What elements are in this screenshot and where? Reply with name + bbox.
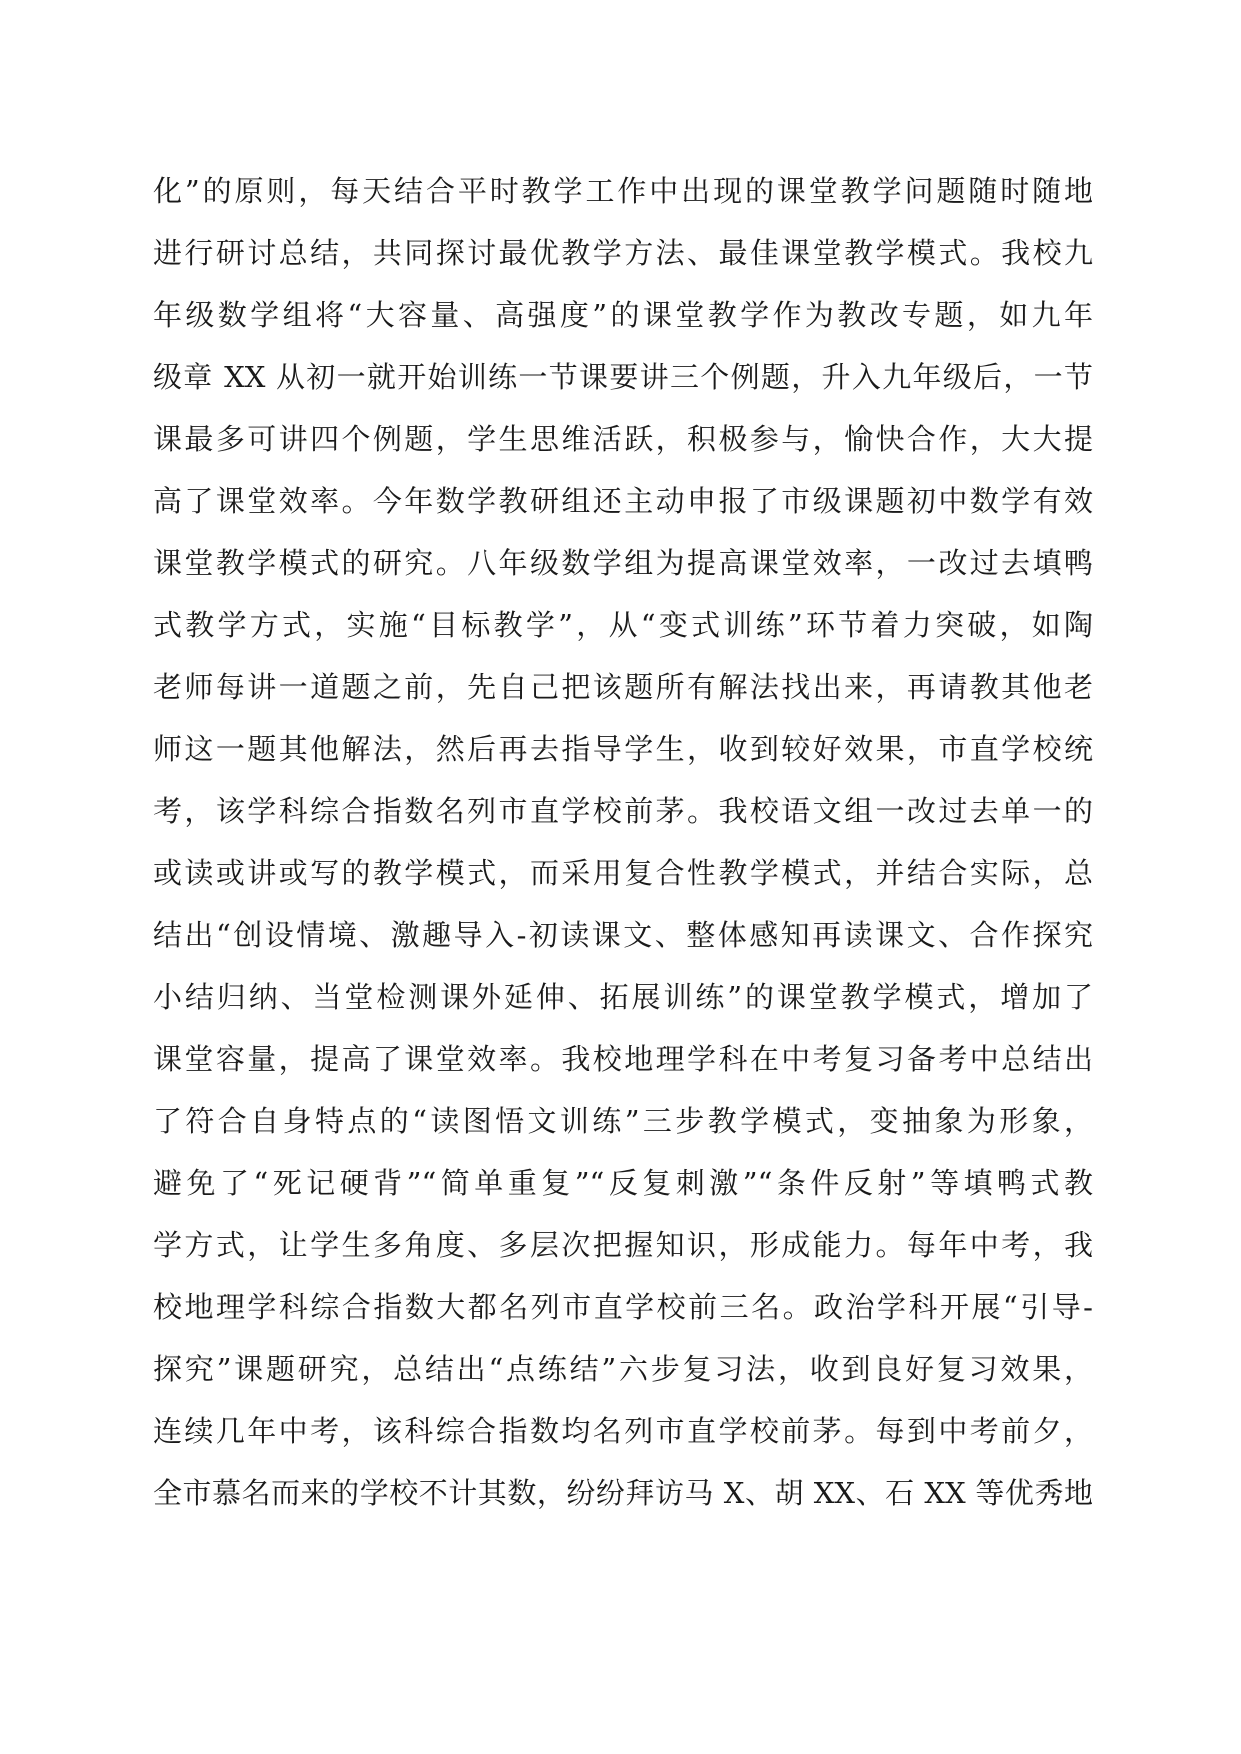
text-line: 小结归纳、当堂检测课外延伸、拓展训练”的课堂教学模式，增加了 [153,980,1093,1014]
text-line: 连续几年中考，该科综合指数均名列市直学校前茅。每到中考前夕， [153,1414,1093,1448]
text-line: 校地理学科综合指数大都名列市直学校前三名。政治学科开展“引导- [153,1290,1093,1324]
text-line: 式教学方式，实施“目标教学”，从“变式训练”环节着力突破，如陶 [153,608,1093,642]
text-line: 课最多可讲四个例题，学生思维活跃，积极参与，愉快合作，大大提 [153,422,1093,456]
text-line: 学方式，让学生多角度、多层次把握知识，形成能力。每年中考，我 [153,1228,1093,1262]
text-line: 年级数学组将“大容量、高强度”的课堂教学作为教改专题，如九年 [153,298,1093,332]
text-line: 老师每讲一道题之前，先自己把该题所有解法找出来，再请教其他老 [153,670,1093,704]
body-paragraph [153,160,1093,1524]
text-line: 考，该学科综合指数名列市直学校前茅。我校语文组一改过去单一的 [153,794,1093,828]
text-line: 课堂容量，提高了课堂效率。我校地理学科在中考复习备考中总结出 [153,1042,1093,1076]
text-line: 全市慕名而来的学校不计其数，纷纷拜访马 X、胡 XX、石 XX 等优秀地 [153,1476,1093,1510]
text-line: 进行研讨总结，共同探讨最优教学方法、最佳课堂教学模式。我校九 [153,236,1093,270]
text-line: 避免了“死记硬背”“简单重复”“反复刺激”“条件反射”等填鸭式教 [153,1166,1093,1200]
text-line: 或读或讲或写的教学模式，而采用复合性教学模式，并结合实际，总 [153,856,1093,890]
text-line: 化”的原则，每天结合平时教学工作中出现的课堂教学问题随时随地 [153,174,1093,208]
text-line: 师这一题其他解法，然后再去指导学生，收到较好效果，市直学校统 [153,732,1093,766]
text-line: 结出“创设情境、激趣导入-初读课文、整体感知再读课文、合作探究 [153,918,1093,952]
text-line: 课堂教学模式的研究。八年级数学组为提高课堂效率，一改过去填鸭 [153,546,1093,580]
text-line: 探究”课题研究，总结出“点练结”六步复习法，收到良好复习效果， [153,1352,1093,1386]
text-line: 了符合自身特点的“读图悟文训练”三步教学模式，变抽象为形象， [153,1104,1093,1138]
text-line: 级章 XX 从初一就开始训练一节课要讲三个例题，升入九年级后，一节 [153,360,1093,394]
text-line: 高了课堂效率。今年数学教研组还主动申报了市级课题初中数学有效 [153,484,1093,518]
